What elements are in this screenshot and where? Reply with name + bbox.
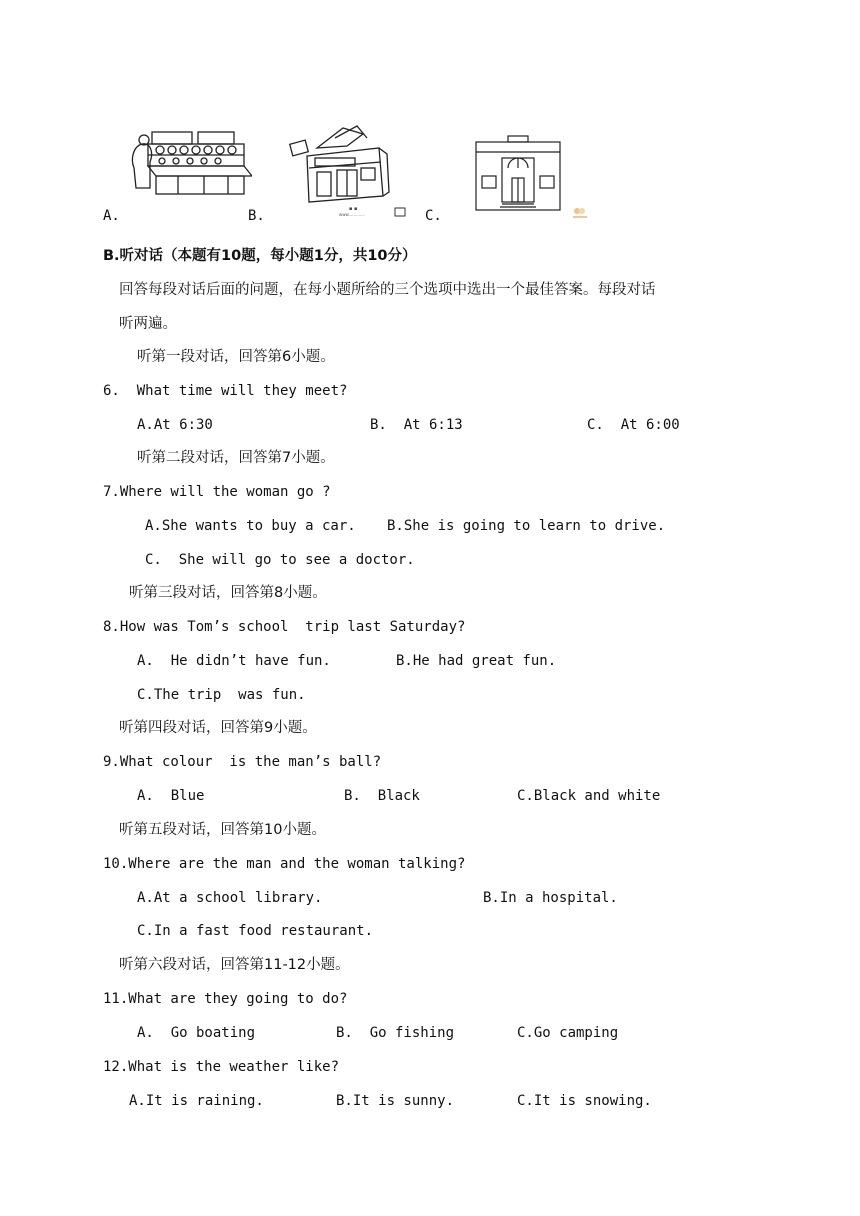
watermark-logo-icon [571, 206, 589, 220]
q11-option-a[interactable]: A. Go boating [137, 1025, 256, 1041]
q11-option-c[interactable]: C.Go camping [517, 1025, 619, 1041]
market-stall-image [128, 128, 252, 200]
dialogue-3-heading: 听第三段对话，回答第8小题。 [129, 585, 327, 601]
q7-option-a[interactable]: A.She wants to buy a car. [145, 518, 356, 534]
q7-option-b[interactable]: B.She is going to learn to drive. [387, 518, 666, 534]
q7-option-c[interactable]: C. She will go to see a doctor. [145, 552, 415, 568]
section-b-title: B.听对话（本题有10题，每小题1分，共10分） [103, 248, 417, 264]
dialogue-6-heading: 听第六段对话，回答第11-12小题。 [119, 957, 350, 973]
q6-option-a[interactable]: A.At 6:30 [137, 417, 213, 433]
post-office-image [287, 124, 411, 220]
q10-option-c[interactable]: C.In a fast food restaurant. [137, 923, 374, 939]
market-stall-icon [128, 128, 252, 200]
q6-option-c[interactable]: C. At 6:00 [587, 417, 680, 433]
q6-stem: 6. What time will they meet? [103, 383, 348, 399]
q10-option-b[interactable]: B.In a hospital. [483, 890, 618, 906]
q7-stem: 7.Where will the woman go ? [103, 484, 331, 500]
watermark-icon [571, 206, 589, 220]
q9-stem: 9.What colour is the man’s ball? [103, 754, 382, 770]
q9-option-b[interactable]: B. Black [344, 788, 420, 804]
dialogue-5-heading: 听第五段对话，回答第10小题。 [119, 822, 326, 838]
svg-text:▪ ▪: ▪ ▪ [349, 206, 358, 212]
library-building-image [472, 134, 564, 212]
option-a-label: A. [103, 208, 120, 224]
instructions-line-2: 听两遍。 [119, 316, 177, 332]
svg-text:www.............: www............. [339, 212, 365, 217]
dialogue-1-heading: 听第一段对话，回答第6小题。 [137, 349, 335, 365]
q11-option-b[interactable]: B. Go fishing [336, 1025, 455, 1041]
q12-option-b[interactable]: B.It is sunny. [336, 1093, 455, 1109]
q8-option-a[interactable]: A. He didn’t have fun. [137, 653, 331, 669]
q8-stem: 8.How was Tom’s school trip last Saturday? [103, 619, 466, 635]
q10-stem: 10.Where are the man and the woman talking? [103, 856, 466, 872]
library-building-icon [472, 134, 564, 212]
option-c-label: C. [425, 208, 442, 224]
q12-stem: 12.What is the weather like? [103, 1059, 340, 1075]
q9-option-a[interactable]: A. Blue [137, 788, 205, 804]
q11-stem: 11.What are they going to do? [103, 991, 348, 1007]
q9-option-c[interactable]: C.Black and white [517, 788, 661, 804]
q12-option-a[interactable]: A.It is raining. [129, 1093, 264, 1109]
dialogue-4-heading: 听第四段对话，回答第9小题。 [119, 720, 317, 736]
q8-option-b[interactable]: B.He had great fun. [396, 653, 557, 669]
q8-option-c[interactable]: C.The trip was fun. [137, 687, 306, 703]
dialogue-2-heading: 听第二段对话，回答第7小题。 [137, 450, 335, 466]
post-office-icon [287, 124, 411, 220]
option-b-label: B. [248, 208, 265, 224]
q10-option-a[interactable]: A.At a school library. [137, 890, 323, 906]
q12-option-c[interactable]: C.It is snowing. [517, 1093, 652, 1109]
q6-option-b[interactable]: B. At 6:13 [370, 417, 463, 433]
instructions-line-1: 回答每段对话后面的问题，在每小题所给的三个选项中选出一个最佳答案。每段对话 [119, 282, 656, 298]
